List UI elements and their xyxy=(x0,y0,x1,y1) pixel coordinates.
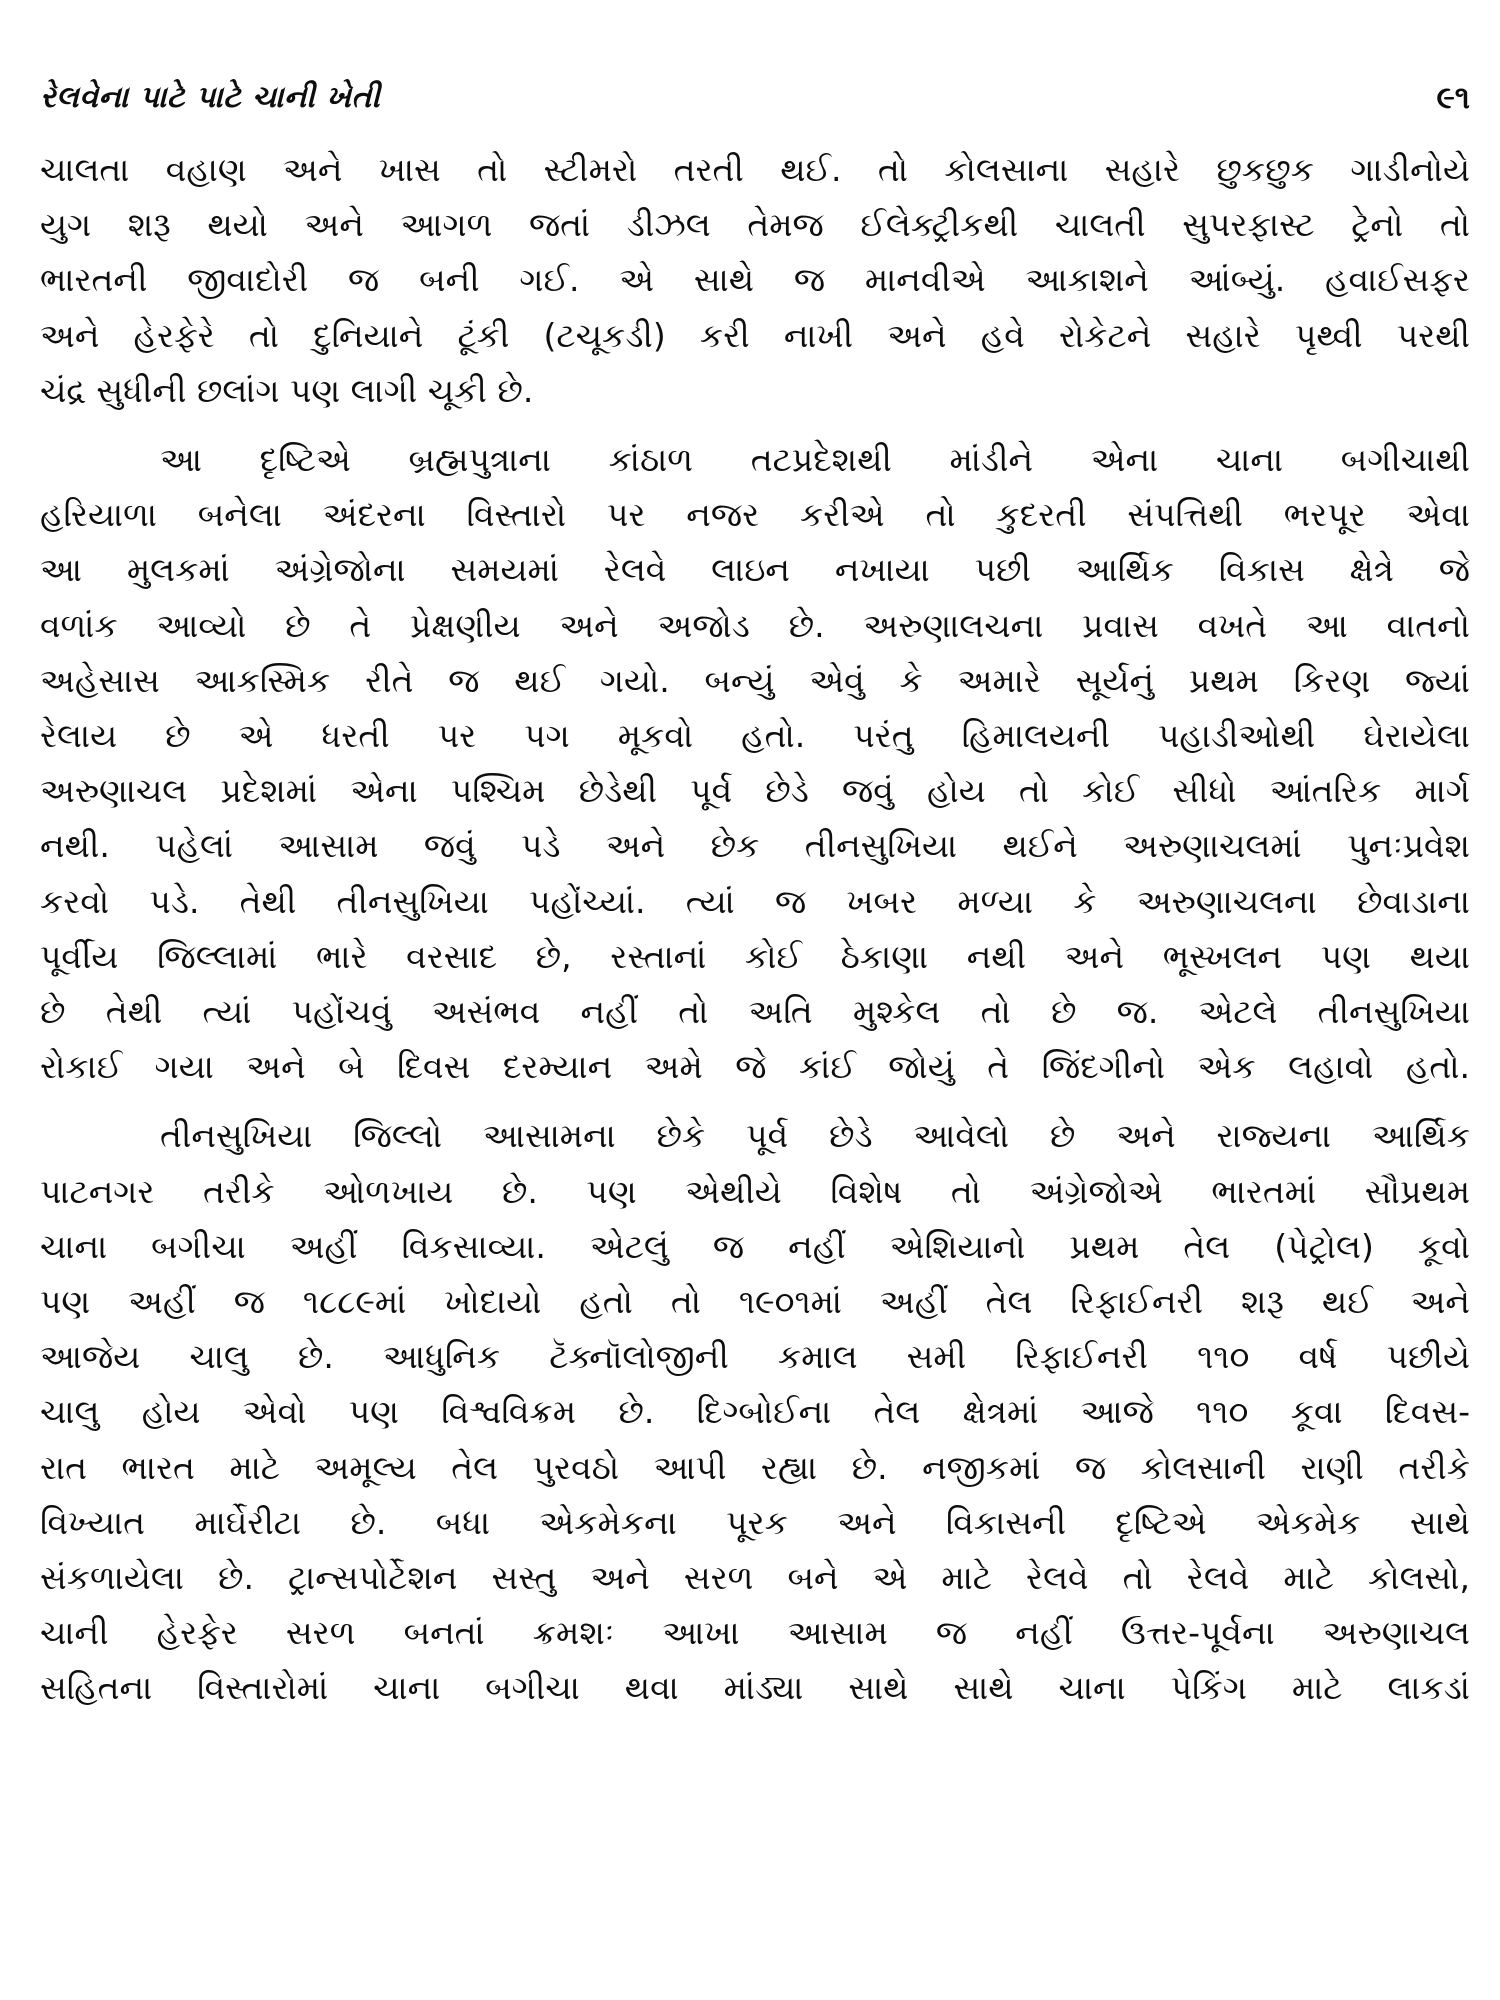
text-line: સહિતના વિસ્તારોમાં ચાના બગીચા થવા માંડ્યા સાથે સાથે ચાના પેકિંગ માટે લાકડાં xyxy=(40,1668,1470,1708)
text-line: આ દૃષ્ટિએ બ્રહ્મપુત્રાના કાંઠાળ તટપ્રદેશથી માંડીને એના ચાના બગીચાથી xyxy=(160,440,1470,480)
text-line: પણ અહીં જ ૧૮૮૯માં ખોદાયો હતો તો ૧૯૦૧માં અહીં તેલ રિફાઈનરી શરૂ થઈ અને xyxy=(40,1282,1470,1322)
text-line: પાટનગર તરીકે ઓળખાય છે. પણ એથીયે વિશેષ તો અંગ્રેજોએ ભારતમાં સૌપ્રથમ xyxy=(40,1171,1470,1211)
text-line: છે તેથી ત્યાં પહોંચવું અસંભવ નહીં તો અતિ મુશ્કેલ તો છે જ. એટલે તીનસુખિયા xyxy=(40,992,1470,1032)
text-line: રોકાઈ ગયા અને બે દિવસ દરમ્યાન અમે જે કાંઈ જોયું તે જિંદગીનો એક લહાવો હતો. xyxy=(40,1047,1470,1087)
text-line: તીનસુખિયા જિલ્લો આસામના છેકે પૂર્વ છેડે આવેલો છે અને રાજ્યના આર્થિક xyxy=(160,1116,1470,1156)
text-line: ભારતની જીવાદોરી જ બની ગઈ. એ સાથે જ માનવીએ આકાશને આંબ્યું. હવાઈસફર xyxy=(40,260,1470,300)
page-header xyxy=(40,80,1470,142)
text-line: ચાની હેરફેર સરળ બનતાં ક્રમશઃ આખા આસામ જ નહીં ઉત્તર-પૂર્વના અરુણાચલ xyxy=(40,1613,1470,1653)
text-line: આજેય ચાલુ છે. આધુનિક ટૅક્નૉલોજીની કમાલ સમી રિફાઈનરી ૧૧૦ વર્ષ પછીયે xyxy=(40,1337,1470,1377)
running-title: રેલવેના પાટે પાટે ચાની ખેતી xyxy=(40,80,381,115)
text-line: ચંદ્ર સુધીની છલાંગ પણ લાગી ચૂકી છે. xyxy=(40,370,534,410)
text-line: ચાલતા વહાણ અને ખાસ તો સ્ટીમરો તરતી થઈ. તો કોલસાના સહારે છુકછુક ગાડીનોયે xyxy=(40,150,1470,189)
text-line: રાત ભારત માટે અમૂલ્ય તેલ પુરવઠો આપી રહ્યા છે. નજીકમાં જ કોલસાની રાણી તરીકે xyxy=(40,1447,1470,1487)
text-line: સંકળાયેલા છે. ટ્રાન્સપોર્ટેશન સસ્તુ અને સરળ બને એ માટે રેલવે તો રેલવે માટે કોલસો, xyxy=(40,1558,1470,1598)
text-line: અહેસાસ આકસ્મિક રીતે જ થઈ ગયો. બન્યું એવું કે અમારે સૂર્યનું પ્રથમ કિરણ જ્યાં xyxy=(40,660,1470,700)
text-line: ચાલુ હોય એવો પણ વિશ્વવિક્રમ છે. દિગ્બોઈના તેલ ક્ષેત્રમાં આજે ૧૧૦ કૂવા દિવસ- xyxy=(40,1392,1470,1432)
paragraph-1 xyxy=(40,142,1470,418)
text-line: હરિયાળા બનેલા અંદરના વિસ્તારો પર નજર કરીએ તો કુદરતી સંપત્તિથી ભરપૂર એવા xyxy=(40,495,1470,535)
text-line: વળાંક આવ્યો છે તે પ્રેક્ષણીય અને અજોડ છે. અરુણાલચના પ્રવાસ વખતે આ વાતનો xyxy=(40,605,1470,645)
text-line: અરુણાચલ પ્રદેશમાં એના પશ્ચિમ છેડેથી પૂર્વ છેડે જવું હોય તો કોઈ સીધો આંતરિક માર્ગ xyxy=(40,771,1470,811)
text-line: રેલાય છે એ ધરતી પર પગ મૂકવો હતો. પરંતુ હિમાલયની પહાડીઓથી ઘેરાયેલા xyxy=(40,716,1470,756)
text-line: ચાના બગીચા અહીં વિકસાવ્યા. એટલું જ નહીં એશિયાનો પ્રથમ તેલ (પેટ્રોલ) કૂવો xyxy=(40,1226,1470,1266)
text-line: પૂર્વીય જિલ્લામાં ભારે વરસાદ છે, રસ્તાનાં કોઈ ઠેકાણા નથી અને ભૂસ્ખલન પણ થયા xyxy=(40,936,1470,976)
text-line: નથી. પહેલાં આસામ જવું પડે અને છેક તીનસુખિયા થઈને અરુણાચલમાં પુનઃપ્રવેશ xyxy=(40,826,1470,866)
body-text xyxy=(40,142,1470,1716)
paragraph-3 xyxy=(40,1108,1470,1715)
page-number: ૯૧ xyxy=(1436,80,1470,116)
text-line: યુગ શરૂ થયો અને આગળ જતાં ડીઝલ તેમજ ઈલેક્ટ્રીકથી ચાલતી સુપરફાસ્ટ ટ્રેનો તો xyxy=(40,205,1470,245)
text-line: અને હેરફેરે તો દુનિયાને ટૂંકી (ટચૂકડી) કરી નાખી અને હવે રોકેટને સહારે પૃથ્વી પરથી xyxy=(40,315,1470,355)
text-line: આ મુલકમાં અંગ્રેજોના સમયમાં રેલવે લાઇન નખાયા પછી આર્થિક વિકાસ ક્ષેત્રે જે xyxy=(40,550,1470,590)
book-page xyxy=(40,80,1470,1716)
text-line: કરવો પડે. તેથી તીનસુખિયા પહોંચ્યાં. ત્યાં જ ખબર મળ્યા કે અરુણાચલના છેવાડાના xyxy=(40,881,1470,921)
text-line: વિખ્યાત માર્ઘેરીટા છે. બધા એકમેકના પૂરક અને વિકાસની દૃષ્ટિએ એકમેક સાથે xyxy=(40,1502,1470,1542)
paragraph-2 xyxy=(40,432,1470,1094)
